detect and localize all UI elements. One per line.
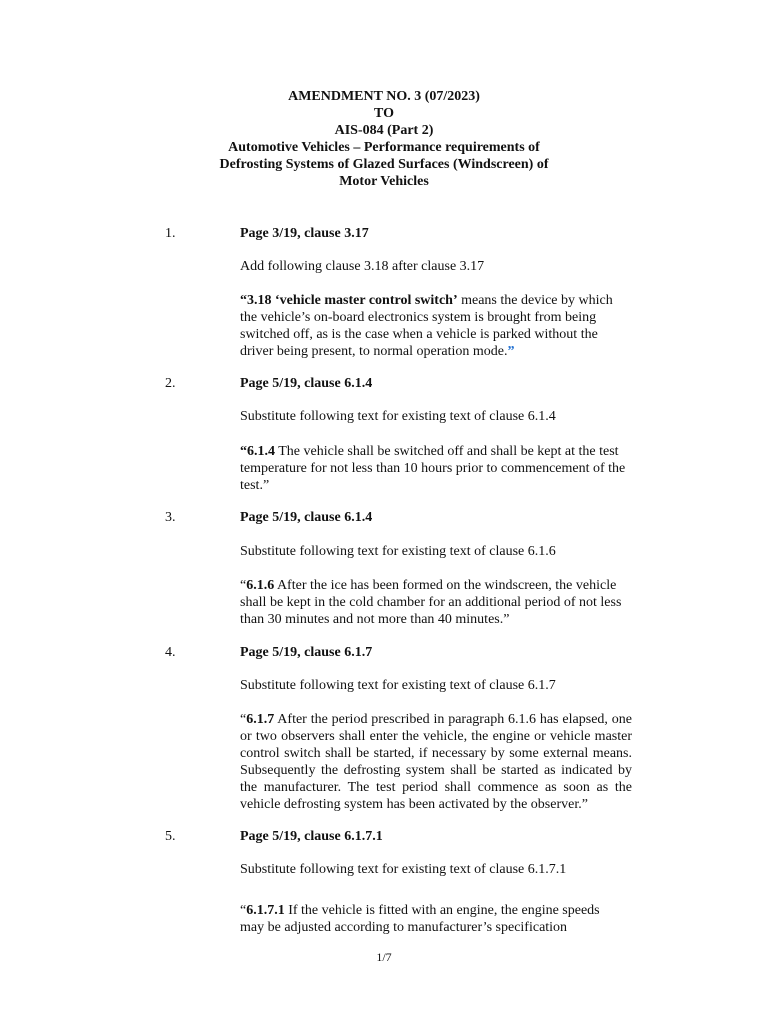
item-instruction: Substitute following text for existing text of clause 6.1.7: [240, 678, 556, 693]
standard-title-line-2: Defrosting Systems of Glazed Surfaces (Windscreen) of: [219, 157, 549, 172]
clause-text: [240, 443, 632, 494]
close-quote: ”: [507, 344, 515, 359]
item-heading: Page 5/19, clause 6.1.4: [240, 510, 373, 525]
clause-label: 6.1.7: [246, 712, 275, 727]
clause-body: After the period prescribed in paragraph 6.1.6 has elapsed, one or two observers shall enter the vehicle, the engine or vehicle master control switch shall be started, if necessary by some external means. Subsequently the defrosting system shall be started as indicated by the manufacturer. The test period shall commence as soon as the vehicle defrosting system has been activated by the observer.”: [240, 712, 632, 812]
item-number: 2.: [165, 376, 176, 391]
open-quote: “: [240, 712, 247, 727]
open-quote: “: [240, 903, 247, 918]
standard-title-line-3: Motor Vehicles: [339, 174, 429, 189]
clause-body: The vehicle shall be switched off and shall be kept at the test temperature for not less than 10 hours prior to commencement of the test.”: [240, 444, 626, 493]
standard-title-line-1: Automotive Vehicles – Performance requirements of: [228, 140, 540, 155]
header-to: TO: [374, 106, 394, 121]
open-quote: “: [240, 444, 247, 459]
item-heading: Page 3/19, clause 3.17: [240, 226, 369, 241]
clause-text: [240, 902, 620, 936]
open-quote: “: [240, 293, 247, 308]
clause-text: [240, 292, 632, 360]
clause-body: After the ice has been formed on the windscreen, the vehicle shall be kept in the cold chamber for an additional period of not less than 30 minutes and not more than 40 minutes.”: [240, 578, 622, 627]
clause-label: 3.18 ‘vehicle master control switch’: [247, 293, 458, 308]
item-instruction: Substitute following text for existing text of clause 6.1.6: [240, 544, 556, 559]
clause-body: means the device by which the vehicle’s on-board electronics system is brought from being switched off, as is the case when a vehicle is parked without the driver being present, to normal operation mode.: [240, 293, 613, 359]
page-number: 1/7: [376, 950, 392, 964]
item-heading: Page 5/19, clause 6.1.4: [240, 376, 373, 391]
item-number: 3.: [165, 510, 176, 525]
item-heading: Page 5/19, clause 6.1.7: [240, 645, 373, 660]
item-instruction: Add following clause 3.18 after clause 3.17: [240, 259, 485, 274]
document-header: [0, 88, 768, 190]
item-number: 5.: [165, 829, 176, 844]
item-instruction: Substitute following text for existing text of clause 6.1.7.1: [240, 862, 567, 877]
clause-body: If the vehicle is fitted with an engine, the engine speeds may be adjusted according to manufacturer’s specification: [240, 903, 600, 935]
clause-label: 6.1.4: [247, 444, 275, 459]
standard-number: AIS-084 (Part 2): [334, 123, 434, 138]
amendment-title: AMENDMENT NO. 3 (07/2023): [288, 89, 480, 104]
clause-text: [240, 711, 632, 813]
item-number: 1.: [165, 226, 176, 241]
clause-text: [240, 577, 632, 628]
clause-label: 6.1.6: [246, 578, 275, 593]
open-quote: “: [240, 578, 247, 593]
item-number: 4.: [165, 645, 176, 660]
item-heading: Page 5/19, clause 6.1.7.1: [240, 829, 383, 844]
clause-label: 6.1.7.1: [246, 903, 285, 918]
item-instruction: Substitute following text for existing text of clause 6.1.4: [240, 409, 556, 424]
